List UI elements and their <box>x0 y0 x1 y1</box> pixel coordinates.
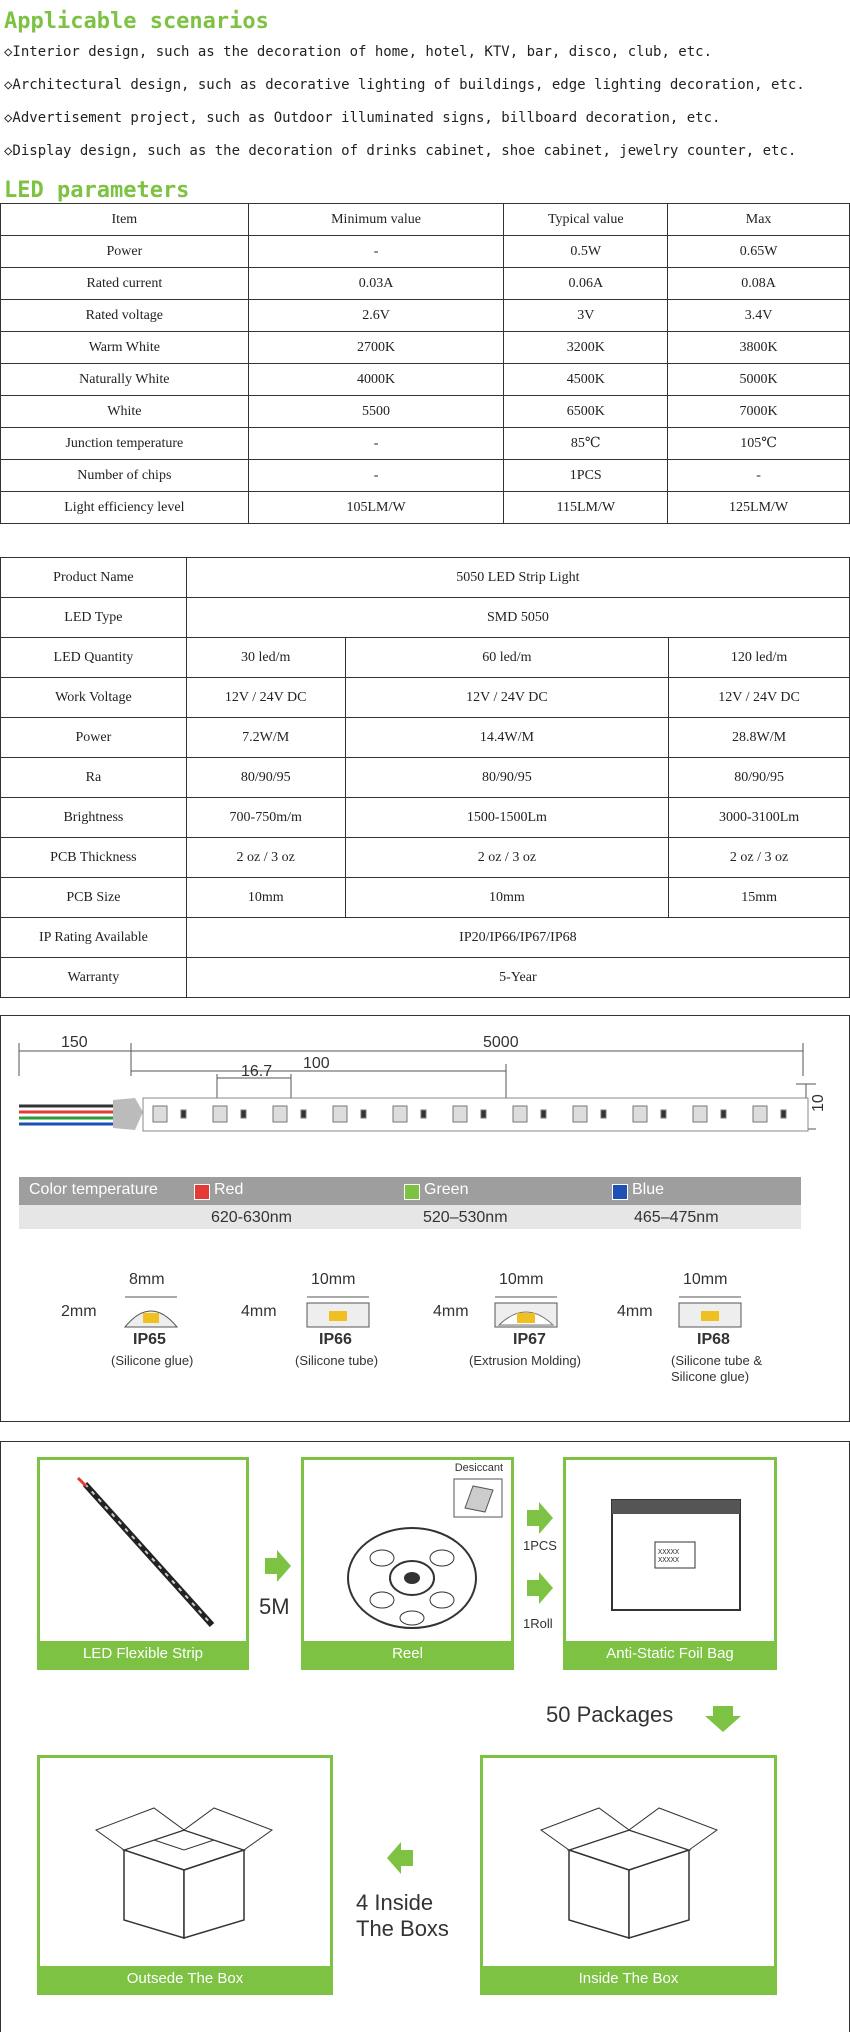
table-row <box>1 798 850 838</box>
ip67-height: 4mm <box>433 1303 469 1320</box>
inside-box-image <box>539 1780 719 1940</box>
scenario-item: ◇Interior design, such as the decoration of home, hotel, KTV, bar, disco, club, etc. <box>4 44 713 60</box>
table-cell: 28.8W/M <box>669 718 850 758</box>
ip68-name: IP68 <box>697 1331 730 1348</box>
table-cell: 60 led/m <box>345 638 669 678</box>
dim-16-7: 16.7 <box>241 1063 273 1080</box>
blue-swatch <box>612 1184 628 1200</box>
table-cell: Light efficiency level <box>1 492 249 524</box>
resistor <box>361 1110 366 1118</box>
arrow-right-icon <box>525 1570 555 1606</box>
spec-table <box>0 557 850 998</box>
green-wavelength: 520–530nm <box>423 1209 508 1226</box>
wavelength-bar <box>19 1205 801 1229</box>
color-temperature-label: Color temperature <box>29 1181 158 1198</box>
table-row <box>1 598 850 638</box>
ip65-name: IP65 <box>133 1331 166 1348</box>
table-cell: LED Type <box>1 598 187 638</box>
resistor <box>481 1110 486 1118</box>
ip66-height: 4mm <box>241 1303 277 1320</box>
table-row <box>1 268 850 300</box>
table-row <box>1 678 850 718</box>
scenario-item: ◇Display design, such as the decoration of drinks cabinet, shoe cabinet, jewelry counter, etc. <box>4 143 797 159</box>
scenarios-section <box>0 8 850 168</box>
ip68-desc-2: Silicone glue) <box>671 1369 750 1384</box>
arrow-left-icon <box>385 1840 415 1876</box>
table-cell: 2 oz / 3 oz <box>345 838 669 878</box>
led-chip <box>273 1106 287 1122</box>
ip67-profile <box>491 1289 561 1329</box>
desiccant-label: Desiccant <box>454 1462 503 1474</box>
table-cell: 4500K <box>504 364 668 396</box>
table-cell: 12V / 24V DC <box>186 678 345 718</box>
table-cell: Power <box>1 718 187 758</box>
arrow-right-icon <box>263 1548 293 1584</box>
table-cell: 0.5W <box>504 236 668 268</box>
ip-types <box>1 1271 849 1411</box>
table-cell: 3V <box>504 300 668 332</box>
led-chip <box>753 1106 767 1122</box>
resistor <box>721 1110 726 1118</box>
green-label: Green <box>424 1181 469 1198</box>
table-row <box>1 558 850 598</box>
table-cell: 3200K <box>504 332 668 364</box>
header-cell: Minimum value <box>248 204 504 236</box>
table-cell: Rated voltage <box>1 300 249 332</box>
table-cell: Junction temperature <box>1 428 249 460</box>
led-chip <box>153 1106 167 1122</box>
ip65-item <box>59 1271 229 1411</box>
table-row <box>1 332 850 364</box>
table-row <box>1 236 850 268</box>
table-cell: Brightness <box>1 798 187 838</box>
ip68-item <box>617 1271 817 1411</box>
led-chip <box>633 1106 647 1122</box>
reel-caption: Reel <box>304 1641 511 1667</box>
table-cell: 105LM/W <box>248 492 504 524</box>
table-cell: 3000-3100Lm <box>669 798 850 838</box>
table-cell: 5000K <box>668 364 850 396</box>
table-cell: 3.4V <box>668 300 850 332</box>
resistor <box>421 1110 426 1118</box>
table-cell: 0.08A <box>668 268 850 300</box>
table-cell: - <box>248 428 504 460</box>
table-row <box>1 838 850 878</box>
ip65-profile <box>121 1289 181 1329</box>
table-cell: 4000K <box>248 364 504 396</box>
reel-image <box>342 1520 482 1640</box>
table-cell: 0.65W <box>668 236 850 268</box>
outside-box-caption: Outsede The Box <box>40 1966 330 1992</box>
table-cell: 3800K <box>668 332 850 364</box>
led-chip <box>693 1106 707 1122</box>
table-cell: 0.03A <box>248 268 504 300</box>
table-cell: 105℃ <box>668 428 850 460</box>
table-cell: 7000K <box>668 396 850 428</box>
led-strip-image <box>40 1460 246 1640</box>
resistor <box>781 1110 786 1118</box>
table-cell: 80/90/95 <box>669 758 850 798</box>
table-cell: IP20/IP66/IP67/IP68 <box>186 918 849 958</box>
resistor <box>181 1110 186 1118</box>
table-cell: 125LM/W <box>668 492 850 524</box>
table-cell: SMD 5050 <box>186 598 849 638</box>
dim-150: 150 <box>61 1034 88 1051</box>
table-cell: 15mm <box>669 878 850 918</box>
table-cell: 85℃ <box>504 428 668 460</box>
table-cell: Ra <box>1 758 187 798</box>
resistor <box>601 1110 606 1118</box>
header-cell: Max <box>668 204 850 236</box>
resistor <box>301 1110 306 1118</box>
packaging-panel <box>0 1441 850 2032</box>
ip67-name: IP67 <box>513 1331 546 1348</box>
table-cell: 1PCS <box>504 460 668 492</box>
ip67-item <box>431 1271 611 1411</box>
arrow-right-icon <box>525 1500 555 1536</box>
params-table <box>0 203 850 524</box>
table-cell: IP Rating Available <box>1 918 187 958</box>
led-strip-caption: LED Flexible Strip <box>40 1641 246 1667</box>
table-cell: 700-750m/m <box>186 798 345 838</box>
green-swatch <box>404 1184 420 1200</box>
table-row <box>1 958 850 998</box>
ip68-profile <box>675 1289 745 1329</box>
table-cell: PCB Size <box>1 878 187 918</box>
table-row <box>1 638 850 678</box>
led-chip <box>573 1106 587 1122</box>
scenario-item: ◇Architectural design, such as decorative lighting of buildings, edge lighting decoration, etc. <box>4 77 805 93</box>
table-cell: 115LM/W <box>504 492 668 524</box>
table-cell: 120 led/m <box>669 638 850 678</box>
scenario-item: ◇Advertisement project, such as Outdoor illuminated signs, billboard decoration, etc. <box>4 110 721 126</box>
ip66-width: 10mm <box>311 1271 356 1288</box>
led-chip <box>333 1106 347 1122</box>
table-cell: 6500K <box>504 396 668 428</box>
table-cell: 7.2W/M <box>186 718 345 758</box>
pcs-label: 1PCS <box>523 1538 557 1553</box>
inside-box-caption: Inside The Box <box>483 1966 774 1992</box>
dim-5000: 5000 <box>483 1034 519 1051</box>
table-row <box>1 396 850 428</box>
scenarios-title: Applicable scenarios <box>4 9 269 34</box>
blue-label: Blue <box>632 1181 665 1198</box>
params-title: LED parameters <box>4 178 190 203</box>
ip65-desc: (Silicone glue) <box>111 1353 194 1368</box>
resistor <box>541 1110 546 1118</box>
table-cell: 5500 <box>248 396 504 428</box>
ip65-width: 8mm <box>129 1271 165 1288</box>
dim-100: 100 <box>303 1055 330 1072</box>
table-cell: Number of chips <box>1 460 249 492</box>
table-cell: Product Name <box>1 558 187 598</box>
ip68-desc: (Silicone tube & <box>671 1353 763 1368</box>
table-cell: 2 oz / 3 oz <box>669 838 850 878</box>
params-header-row <box>1 204 850 236</box>
table-cell: 1500-1500Lm <box>345 798 669 838</box>
table-row <box>1 878 850 918</box>
table-cell: 2.6V <box>248 300 504 332</box>
foil-bag-caption: Anti-Static Foil Bag <box>566 1641 774 1667</box>
foil-bag-card <box>563 1457 777 1670</box>
table-cell: 10mm <box>345 878 669 918</box>
ip65-height: 2mm <box>61 1303 97 1320</box>
table-cell: 2 oz / 3 oz <box>186 838 345 878</box>
table-cell: White <box>1 396 249 428</box>
table-cell: Warranty <box>1 958 187 998</box>
table-cell: - <box>248 236 504 268</box>
ip68-height: 4mm <box>617 1303 653 1320</box>
resistor <box>661 1110 666 1118</box>
resistor <box>241 1110 246 1118</box>
table-cell: 80/90/95 <box>345 758 669 798</box>
ip67-width: 10mm <box>499 1271 544 1288</box>
ip68-width: 10mm <box>683 1271 728 1288</box>
table-cell: 80/90/95 <box>186 758 345 798</box>
outside-box-card <box>37 1755 333 1995</box>
table-row <box>1 758 850 798</box>
led-chip <box>213 1106 227 1122</box>
table-cell: - <box>248 460 504 492</box>
led-chip <box>453 1106 467 1122</box>
red-swatch <box>194 1184 210 1200</box>
table-cell: 10mm <box>186 878 345 918</box>
inside-box-card <box>480 1755 777 1995</box>
header-cell: Item <box>1 204 249 236</box>
ip67-desc: (Extrusion Molding) <box>469 1353 581 1368</box>
blue-wavelength: 465–475nm <box>634 1209 719 1226</box>
outside-box-image <box>94 1780 274 1940</box>
fifty-packages-label: 50 Packages <box>546 1702 674 1727</box>
table-row <box>1 918 850 958</box>
foil-bag-label: XXXXX XXXXX <box>658 1548 680 1564</box>
table-cell: 12V / 24V DC <box>345 678 669 718</box>
table-row <box>1 718 850 758</box>
table-row <box>1 300 850 332</box>
strip-diagram-panel <box>0 1015 850 1422</box>
header-cell: Typical value <box>504 204 668 236</box>
table-cell: PCB Thickness <box>1 838 187 878</box>
table-cell: Power <box>1 236 249 268</box>
table-cell: 5-Year <box>186 958 849 998</box>
table-row <box>1 492 850 524</box>
desiccant-icon <box>453 1478 503 1518</box>
table-cell: Naturally White <box>1 364 249 396</box>
ip66-profile <box>303 1289 373 1329</box>
led-chip <box>393 1106 407 1122</box>
table-cell: LED Quantity <box>1 638 187 678</box>
table-cell: Work Voltage <box>1 678 187 718</box>
table-cell: 12V / 24V DC <box>669 678 850 718</box>
dim-10: 10 <box>810 1094 827 1112</box>
table-cell: 14.4W/M <box>345 718 669 758</box>
length-label: 5M <box>259 1594 290 1619</box>
reel-card <box>301 1457 514 1670</box>
red-wavelength: 620-630nm <box>211 1209 292 1226</box>
table-cell: Rated current <box>1 268 249 300</box>
table-cell: 0.06A <box>504 268 668 300</box>
arrow-down-icon <box>703 1704 743 1734</box>
table-row <box>1 460 850 492</box>
color-temperature-bar <box>19 1177 801 1205</box>
ip66-name: IP66 <box>319 1331 352 1348</box>
red-label: Red <box>214 1181 244 1198</box>
table-cell: 30 led/m <box>186 638 345 678</box>
four-inside-label: 4 Inside <box>356 1890 434 1915</box>
strip-dimension-drawing <box>1 1016 849 1166</box>
table-cell: 2700K <box>248 332 504 364</box>
ip66-desc: (Silicone tube) <box>295 1353 379 1368</box>
table-row <box>1 364 850 396</box>
table-row <box>1 428 850 460</box>
ip66-item <box>239 1271 409 1411</box>
roll-label: 1Roll <box>523 1616 553 1631</box>
led-strip-card <box>37 1457 249 1670</box>
table-cell: - <box>668 460 850 492</box>
table-cell: Warm White <box>1 332 249 364</box>
table-cell: 5050 LED Strip Light <box>186 558 849 598</box>
the-boxs-label: The Boxs <box>356 1916 449 1941</box>
led-chip <box>513 1106 527 1122</box>
